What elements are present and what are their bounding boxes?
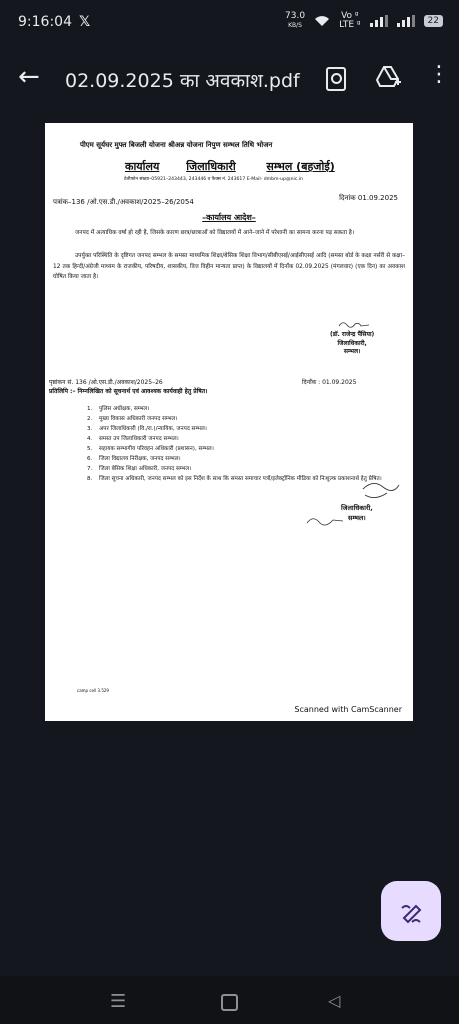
- list-item: [87, 444, 409, 454]
- office-title-left: कार्यालय: [125, 160, 160, 173]
- lte-label: LTE ᵍ: [339, 20, 361, 30]
- office-title-right: सम्भल (बहजोई): [266, 160, 335, 173]
- battery-indicator: 22: [424, 15, 443, 27]
- camscanner-watermark: Scanned with CamScanner: [294, 705, 402, 714]
- list-item: [87, 404, 409, 414]
- signatory-designation: जिलाधिकारी,: [337, 339, 367, 347]
- signature-block-2: [341, 503, 373, 523]
- order-paragraph-2: उपर्युक्त परिस्थिति के दृष्टिगत जनपद सम्भल के समस्त माध्यमिक शिक्षा/बेसिक शिक्षा विभाग/सीबीएसई/आईसीएसई आदि (समस्त बोर्ड के कक्षा नर्सरी से कक्षा–12 तक हिन्दी/अंग्रेजी माध्यम के राजकीय, परिषदीय, शासकीय, वित्त विहीन मान्यता प्राप्त) के विद्यालयों में दिनाँक 02.09.2025 (मंगलवार) (एक दिन) का अवकाश घोषित किया जाता है।: [53, 253, 405, 280]
- status-time: 9:16:04: [18, 14, 72, 30]
- list-item-number: 4.: [87, 436, 93, 442]
- letter-number: पत्रांक–136 /ओ.एस.डी./अवकाश/2025–26/2054: [53, 198, 194, 206]
- recents-icon[interactable]: ☰: [110, 991, 127, 1012]
- letter-date: दिनांक 01.09.2025: [339, 194, 398, 202]
- list-item-number: 1.: [87, 406, 93, 412]
- top-app-bar: [0, 50, 459, 108]
- signal-icon-2: [397, 15, 415, 27]
- home-icon[interactable]: [221, 994, 238, 1011]
- edit-fab-button[interactable]: [381, 881, 441, 941]
- list-item-text: समस्त उप जिलाधिकारी जनपद सम्भल।: [99, 436, 179, 442]
- order-heading: –कार्यालय आदेश–: [202, 213, 256, 222]
- signature-scrawl-1: [337, 319, 371, 330]
- list-item-text: जिला बेसिक शिक्षा अधिकारी, जनपद सम्भल।: [99, 466, 192, 472]
- copy-recipient-list: [87, 404, 409, 484]
- list-item-number: 7.: [87, 466, 93, 472]
- signatory-district: सम्भल।: [343, 348, 361, 355]
- more-vert-icon[interactable]: ⋮: [428, 62, 450, 87]
- list-item-text: मुख्य विकास अधिकारी जनपद सम्भल।: [99, 416, 178, 422]
- list-item: [87, 424, 409, 434]
- volte-indicator: [339, 12, 360, 30]
- list-item-text: जिला विद्यालय निरीक्षक, जनपद सम्भल।: [99, 456, 181, 462]
- document-title: 02.09.2025 का अवकाश.pdf: [65, 70, 300, 92]
- list-item: [87, 434, 409, 444]
- signatory-name: (डॉ. राजेन्द्र पैंसिया): [330, 331, 375, 338]
- copy-to-line: प्रतिलिपि :– निम्नलिखित को सूचनार्थ एवं आवश्यक कार्यवाही हेतु प्रेषित।: [49, 388, 208, 395]
- pdf-page[interactable]: [45, 123, 413, 721]
- network-speed-value: 73.0: [285, 11, 306, 21]
- wifi-icon: [314, 15, 330, 27]
- list-item-text: सहायक सम्भागीय परिवहन अधिकारी (प्रशासन), सम्भल।: [99, 446, 214, 452]
- network-speed: [285, 12, 305, 30]
- list-item: [87, 414, 409, 424]
- office-title: [125, 159, 335, 174]
- reference-code: camp cell 3.529: [77, 688, 109, 693]
- scheme-header-line: पीएम सूर्यघर मुफ्त बिजली योजना श्रीअन्न योजना निपुण सम्भल तिथि भोजन: [80, 141, 273, 149]
- add-to-drive-icon[interactable]: [376, 64, 402, 90]
- signatory-designation: जिलाधिकारी,: [341, 504, 373, 512]
- status-bar: [0, 0, 459, 50]
- signal-icon-1: [370, 15, 388, 27]
- order-paragraph-1: जनपद में अत्याधिक वर्षा हो रही है, जिसके कारण छात्र/छात्राओं को विद्यालयों में आने–जाने में परेशानी का सामना करना पड़ सकता है।: [75, 230, 355, 236]
- office-title-mid: जिलाधिकारी: [186, 160, 236, 173]
- list-item-text: जिला सूचना अधिकारी, जनपद सम्भल को इस निर्देश के साथ कि समस्त समाचार पत्रों/इलेक्ट्रॉनिक मीडिया को निःशुल्क प्रकाशनार्थ हेतु प्रेषित।: [99, 476, 382, 482]
- network-speed-unit: KB/S: [288, 22, 302, 29]
- contact-line: टेलीफोन संख्या–05921–243443, 243446 व फैक्स नं. 243617 E-Mail- dmbm-up@nic.in: [124, 177, 303, 182]
- list-item-text: अपर जिलाधिकारी (वि./रा.)/न्यायिक, जनपद सम्भल।: [99, 426, 207, 432]
- list-item-number: 3.: [87, 426, 93, 432]
- signature-block-1: [330, 331, 374, 357]
- back-arrow-icon[interactable]: ←: [18, 62, 40, 92]
- list-item-number: 6.: [87, 456, 93, 462]
- list-item: [87, 454, 409, 464]
- list-item-number: 2.: [87, 416, 93, 422]
- list-item: [87, 464, 409, 474]
- edit-pen-icon: [381, 881, 441, 941]
- list-item-number: 5.: [87, 446, 93, 452]
- nav-back-icon[interactable]: ◁: [328, 991, 341, 1010]
- volte-label: Vo ᵍ: [341, 11, 359, 21]
- endorsement-number: पृष्ठांकन सं. 136 /ओ.एस.डी./अवकाश/2025–26: [49, 379, 163, 386]
- list-item-text: पुलिस अधीक्षक, सम्भल।: [99, 406, 150, 412]
- search-document-icon[interactable]: [326, 67, 346, 91]
- x-app-icon: 𝕏: [79, 14, 91, 30]
- list-item-number: 8.: [87, 476, 93, 482]
- endorsement-date: दिनाँक : 01.09.2025: [302, 379, 357, 386]
- signatory-district: सम्भल।: [347, 514, 366, 522]
- status-right-group: [285, 12, 443, 30]
